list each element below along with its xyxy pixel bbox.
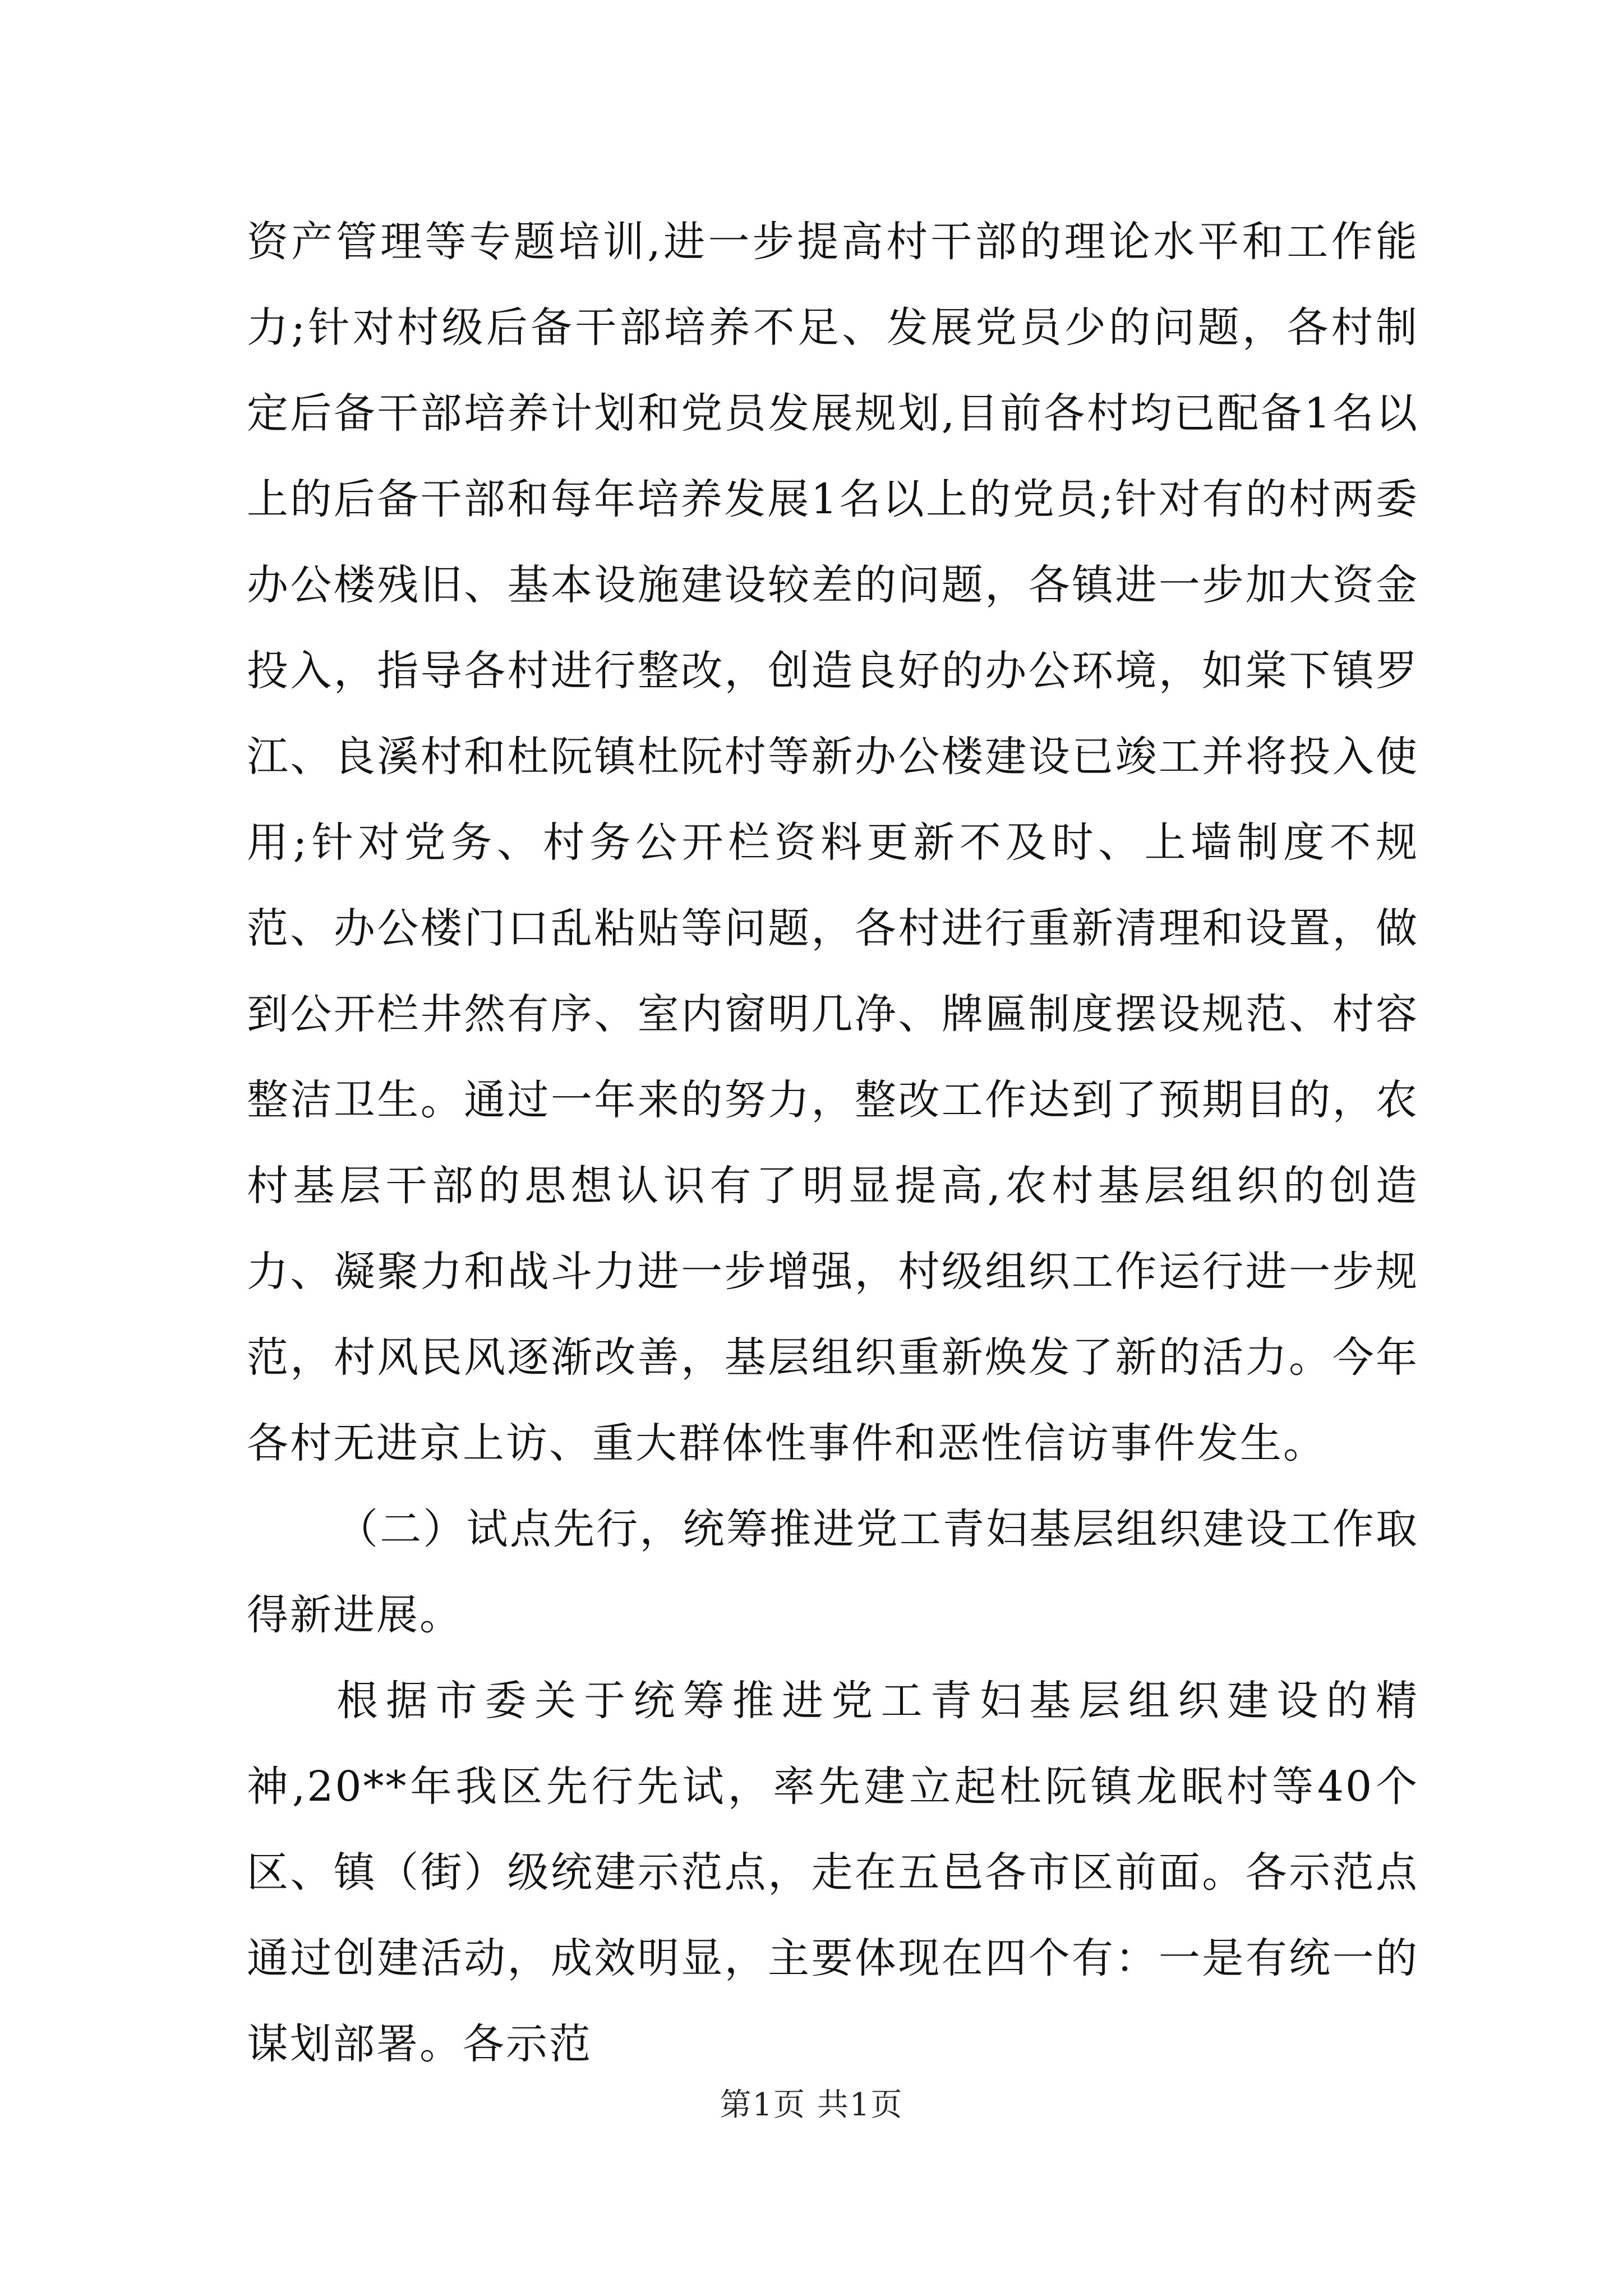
page-footer: 第1页 共1页 bbox=[720, 2087, 903, 2123]
section-heading: （二）试点先行，统筹推进党工青妇基层组织建设工作取得新进展。 bbox=[247, 1505, 1419, 1639]
paragraph-body: 根据市委关于统筹推进党工青妇基层组织建设的精神,20**年我区先行先试，率先建立起杜阮镇龙眠村等40个区、镇（街）级统建示范点，走在五邑各市区前面。各示范点通过创建活动，成效明显，主要体现在四个有：一是有统一的谋划部署。各示范 bbox=[247, 1677, 1419, 2068]
body-text bbox=[247, 199, 1419, 2087]
paragraph-continuation: 资产管理等专题培训,进一步提高村干部的理论水平和工作能力;针对村级后备干部培养不足、发展党员少的问题，各村制定后备干部培养计划和党员发展规划,目前各村均已配备1名以上的后备干部和每年培养发展1名以上的党员;针对有的村两委办公楼残旧、基本设施建设较差的问题，各镇进一步加大资金投入，指导各村进行整改，创造良好的办公环境，如棠下镇罗江、良溪村和杜阮镇杜阮村等新办公楼建设已竣工并将投入使用;针对党务、村务公开栏资料更新不及时、上墙制度不规范、办公楼门口乱粘贴等问题，各村进行重新清理和设置，做到公开栏井然有序、室内窗明几净、牌匾制度摆设规范、村容整洁卫生。通过一年来的努力，整改工作达到了预期目的，农村基层干部的思想认识有了明显提高,农村基层组织的创造力、凝聚力和战斗力进一步增强，村级组织工作运行进一步规范，村风民风逐渐改善，基层组织重新焕发了新的活力。今年各村无进京上访、重大群体性事件和恶性信访事件发生。 bbox=[247, 218, 1419, 1467]
